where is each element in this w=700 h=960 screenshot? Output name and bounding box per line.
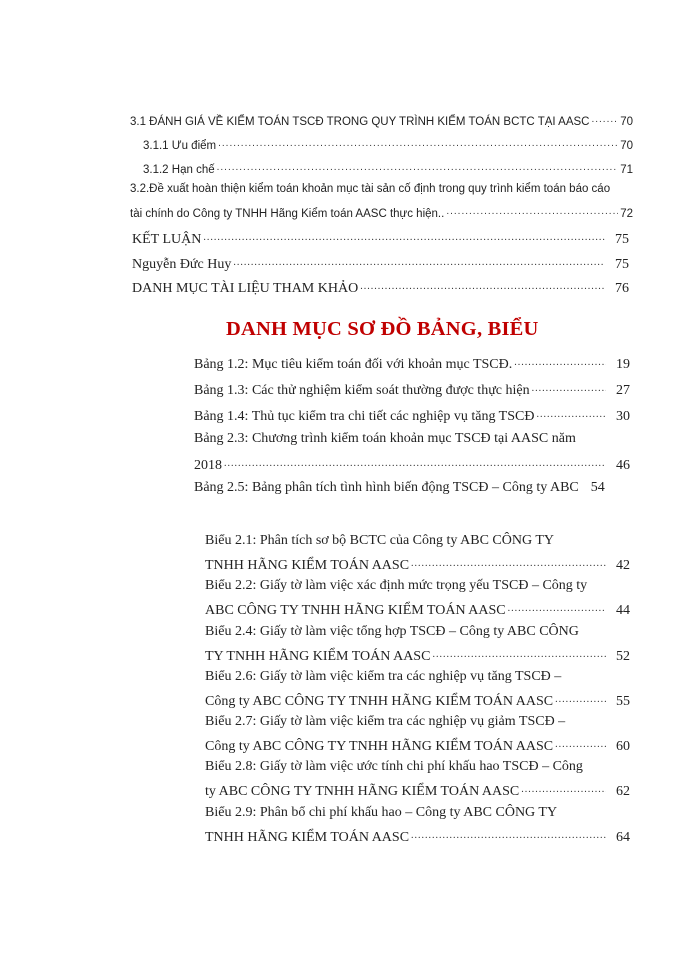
chart-entry-2-1-line2[interactable] [205,555,630,574]
chart-entry-2-9-line2[interactable] [205,827,630,846]
table-entry-label: Bảng 1.4: Thủ tục kiểm tra chi tiết các nghiệp vụ tăng TSCĐ [194,409,535,424]
toc-entry-label: 3.1.1 Ưu điểm [143,139,217,152]
toc-entry-label: DANH MỤC TÀI LIỆU THAM KHẢO [132,281,359,296]
chart-entry-label: ty ABC CÔNG TY TNHH HÃNG KIỂM TOÁN AASC [205,784,520,799]
table-entry-label: Bảng 1.2: Mục tiêu kiểm toán đối với khoản mục TSCĐ. [194,357,513,372]
chart-entry-2-2-line2[interactable] [205,600,630,619]
table-entry-label: Bảng 2.3: Chương trình kiểm toán khoản mục TSCĐ tại AASC năm [194,431,576,446]
table-entry-page: 19 [616,357,630,372]
chart-entry-label: Biểu 2.2: Giấy tờ làm việc xác định mức trọng yếu TSCĐ – Công ty [205,578,588,593]
toc-entry-label: tài chính do Công ty TNHH Hãng Kiểm toán AASC thực hiện.. [130,207,445,220]
toc-entry-label: KẾT LUẬN [132,232,202,247]
chart-entry-label: Công ty ABC CÔNG TY TNHH HÃNG KIỂM TOÁN AASC [205,694,554,709]
table-entry-label: Bảng 1.3: Các thử nghiệm kiểm soát thường được thực hiện [194,383,530,398]
dot-leader [233,254,605,268]
toc-entry-ket-luan[interactable] [132,229,629,248]
table-entry-page: 46 [616,458,630,473]
dot-leader [411,827,606,841]
chart-entry-label: TNHH HÃNG KIỂM TOÁN AASC [205,830,410,845]
chart-entry-label: Biểu 2.9: Phân bổ chi phí khấu hao – Công ty ABC CÔNG TY [205,805,558,820]
toc-entry-page: 75 [615,257,629,272]
chart-entry-page: 55 [616,694,630,709]
chart-entry-label: Biểu 2.1: Phân tích sơ bộ BCTC của Công ty ABC CÔNG TY [205,533,554,548]
table-entry-page: 27 [616,383,630,398]
table-entry-label: 2018 [194,458,222,473]
table-entry-label: Bảng 2.5: Bảng phân tích tình hình biến động TSCĐ – Công ty ABC [194,480,579,495]
table-entry-2-3-line2[interactable] [194,455,630,474]
chart-entry-label: TY TNHH HÃNG KIỂM TOÁN AASC [205,649,431,664]
chart-entry-page: 42 [616,558,630,573]
dot-leader [411,555,606,569]
dot-leader [591,113,618,125]
dot-leader [536,406,606,420]
table-entry-page: 30 [616,409,630,424]
chart-entry-label: ABC CÔNG TY TNHH HÃNG KIỂM TOÁN AASC [205,603,506,618]
toc-entry-references[interactable] [132,278,629,297]
chart-entry-2-4-line2[interactable] [205,646,630,665]
chart-entry-2-8-line2[interactable] [205,781,630,800]
toc-entry-3-2-line2[interactable] [130,205,633,220]
dot-leader [508,600,606,614]
chart-entry-2-4-line1[interactable] [205,624,579,640]
toc-entry-page: 71 [620,163,633,176]
toc-entry-label: 3.2.Đề xuất hoàn thiện kiểm toán khoản mục tài sản cố định trong quy trình kiểm toán báo cáo [130,183,611,195]
table-entry-1-4[interactable] [194,406,630,425]
table-entry-page: 54 [590,480,605,495]
chart-entry-page: 44 [616,603,630,618]
chart-entry-label: Biểu 2.8: Giấy tờ làm việc ước tính chi phí khấu hao TSCĐ – Công [205,759,583,774]
chart-entry-page: 52 [616,649,630,664]
toc-entry-author[interactable] [132,254,629,273]
chart-entry-2-7-line1[interactable] [205,714,565,730]
toc-entry-3-1-2[interactable] [143,161,633,176]
toc-entry-3-2-line1[interactable] [130,183,610,195]
toc-entry-label: Nguyễn Đức Huy [132,257,232,272]
chart-entry-2-9-line1[interactable] [205,805,557,821]
table-entry-1-2[interactable] [194,354,630,373]
dot-leader [555,691,606,705]
toc-entry-3-1[interactable] [130,113,633,128]
toc-entry-page: 70 [620,115,633,128]
list-of-tables-heading: DANH MỤC SƠ ĐỒ BẢNG, BIỂU [226,318,539,340]
table-entry-2-5[interactable] [194,480,630,496]
toc-entry-label: 3.1 ĐÁNH GIÁ VỀ KIỂM TOÁN TSCĐ TRONG QUY TRÌNH KIỂM TOÁN BCTC TẠI AASC [130,115,590,128]
chart-entry-2-6-line1[interactable] [205,669,561,685]
toc-entry-page: 70 [620,139,633,152]
dot-leader [514,354,606,368]
chart-entry-page: 64 [616,830,630,845]
toc-entry-3-1-1[interactable] [143,137,633,152]
chart-entry-2-2-line1[interactable] [205,578,587,594]
chart-entry-2-6-line2[interactable] [205,691,630,710]
chart-entry-label: Biểu 2.6: Giấy tờ làm việc kiểm tra các nghiệp vụ tăng TSCĐ – [205,669,562,684]
dot-leader [446,205,618,217]
dot-leader [521,781,606,795]
dot-leader [224,455,606,469]
dot-leader [555,736,606,750]
toc-entry-label: 3.1.2 Hạn chế [143,163,215,176]
chart-entry-label: Biểu 2.4: Giấy tờ làm việc tổng hợp TSCĐ – Công ty ABC CÔNG [205,624,579,639]
dot-leader [218,137,618,149]
dot-leader [203,229,605,243]
chart-entry-2-1-line1[interactable] [205,533,554,549]
table-entry-1-3[interactable] [194,380,630,399]
dot-leader [360,278,605,292]
chart-entry-page: 60 [616,739,630,754]
chart-entry-label: Công ty ABC CÔNG TY TNHH HÃNG KIỂM TOÁN AASC [205,739,554,754]
chart-entry-2-7-line2[interactable] [205,736,630,755]
chart-entry-label: TNHH HÃNG KIỂM TOÁN AASC [205,558,410,573]
dot-leader [217,161,619,173]
toc-entry-page: 75 [615,232,629,247]
table-entry-2-3-line1[interactable] [194,431,576,447]
dot-leader [432,646,606,660]
toc-entry-page: 76 [615,281,629,296]
dot-leader [532,380,606,394]
chart-entry-page: 62 [616,784,630,799]
chart-entry-2-8-line1[interactable] [205,759,583,775]
chart-entry-label: Biểu 2.7: Giấy tờ làm việc kiểm tra các nghiệp vụ giảm TSCĐ – [205,714,566,729]
toc-entry-page: 72 [620,207,633,220]
